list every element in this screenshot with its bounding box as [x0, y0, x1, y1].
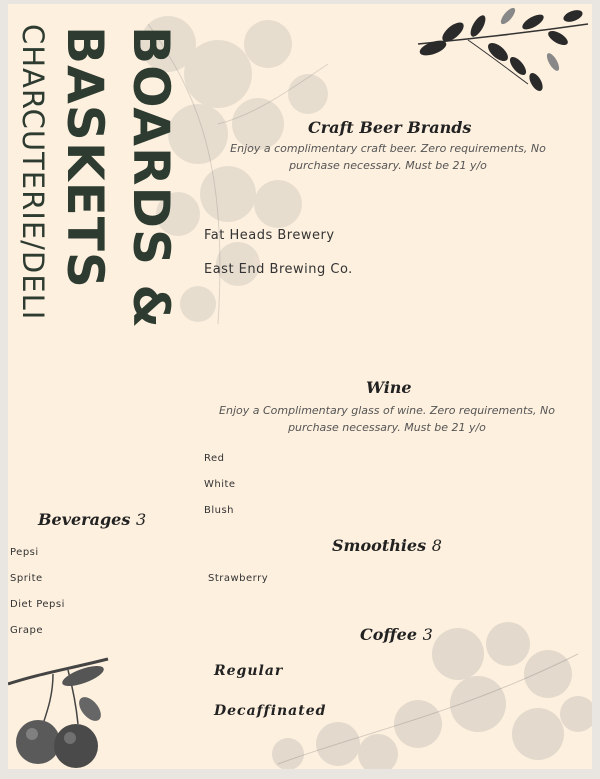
leaf-branch-icon [408, 4, 592, 94]
smoothies-price: 8 [431, 536, 442, 555]
beverage-item: Diet Pepsi [10, 599, 65, 610]
wine-item: Red [204, 453, 225, 464]
coffee-heading-text: Coffee [360, 625, 417, 644]
wine-heading [366, 378, 412, 397]
coffee-heading [360, 625, 433, 644]
smoothies-heading-text: Smoothies [332, 536, 427, 555]
craft-beer-description: Enjoy a complimentary craft beer. Zero requirements, No purchase necessary. Must be 21 y/o [230, 142, 546, 172]
beverages-heading-text: Beverages [38, 510, 131, 529]
wine-item: Blush [204, 505, 235, 516]
beverages-price: 3 [135, 510, 147, 529]
beverages-heading [38, 510, 146, 529]
beverage-item: Pepsi [10, 547, 39, 558]
subtitle: CHARCUTERIE/DELI [16, 24, 50, 321]
title-line-1: BOARDS & [122, 26, 180, 329]
coffee-item: Decaffinated [214, 703, 327, 719]
wine-heading-text: Wine [366, 378, 412, 397]
craft-beer-item: East End Brewing Co. [204, 262, 353, 277]
title-line-2: BASKETS [56, 26, 114, 289]
beverage-item: Sprite [10, 573, 43, 584]
craft-beer-heading [308, 118, 471, 137]
plum-branch-icon [8, 654, 118, 769]
craft-beer-item: Fat Heads Brewery [204, 228, 335, 243]
wine-item: White [204, 479, 236, 490]
smoothie-item: Strawberry [208, 573, 269, 584]
smoothies-heading [332, 536, 442, 555]
wine-description: Enjoy a Complimentary glass of wine. Zero requirements, No purchase necessary. Must be 21 y/o [219, 404, 555, 434]
coffee-item: Regular [214, 663, 284, 679]
coffee-price: 3 [422, 625, 433, 644]
beverage-item: Grape [10, 625, 43, 636]
menu-page [8, 4, 592, 769]
craft-beer-heading-text: Craft Beer Brands [308, 118, 472, 137]
